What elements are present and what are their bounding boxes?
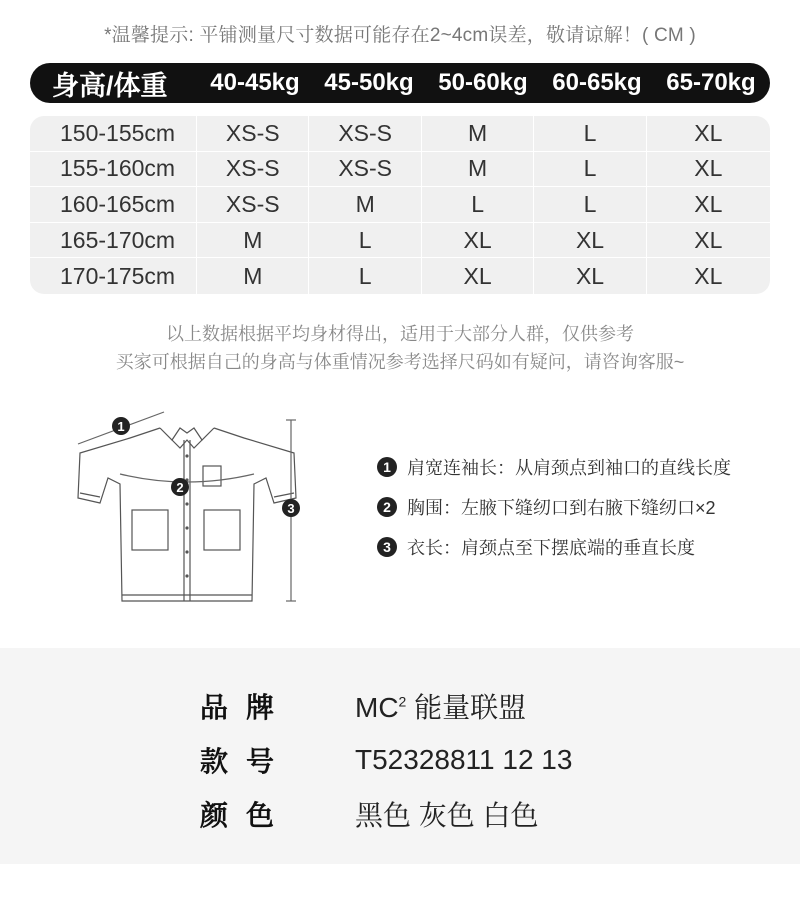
row-height-label: 165-170cm xyxy=(60,226,176,253)
header-weight-col: 45-50kg xyxy=(324,69,414,96)
header-weight-col: 50-60kg xyxy=(438,69,528,96)
legend-label: 肩宽连袖长：从肩颈点到袖口的直线长度 xyxy=(407,458,731,478)
table-row xyxy=(30,116,770,152)
row-height-label: 160-165cm xyxy=(60,190,176,217)
size-cell: XS-S xyxy=(196,152,308,187)
size-cell: L xyxy=(533,152,645,187)
diagram-marker-3 xyxy=(282,499,300,517)
size-cell: XL xyxy=(646,152,770,187)
model-value: T52328811 12 13 xyxy=(355,744,573,775)
size-cell: M xyxy=(196,223,308,258)
diagram-marker-2 xyxy=(171,478,189,496)
header-weight-col: 65-70kg xyxy=(666,69,756,96)
size-cell: XL xyxy=(646,116,770,151)
size-cell: L xyxy=(308,223,420,258)
size-table-header xyxy=(30,63,770,103)
color-value: 黑色 灰色 白色 xyxy=(355,800,539,831)
svg-text:2: 2 xyxy=(176,480,184,495)
size-notice: *温馨提示: 平铺测量尺寸数据可能存在2~4cm误差，敬请谅解！( CM ) xyxy=(104,25,696,46)
size-cell: XL xyxy=(646,187,770,222)
size-cell: L xyxy=(308,258,420,294)
legend-number: 2 xyxy=(377,497,397,517)
table-row xyxy=(30,258,770,294)
size-cell: XL xyxy=(533,223,645,258)
header-weight-col: 60-65kg xyxy=(552,69,642,96)
size-note: 买家可根据自己的身高与体重情况参考选择尺码如有疑问，请咨询客服~ xyxy=(115,352,685,372)
size-cell: XL xyxy=(533,258,645,294)
table-row xyxy=(30,187,770,223)
row-height-label: 155-160cm xyxy=(60,155,176,182)
legend-number: 3 xyxy=(377,537,397,557)
svg-text:1: 1 xyxy=(117,419,125,434)
color-row xyxy=(200,794,539,834)
size-cell: XL xyxy=(421,223,533,258)
row-height-label: 170-175cm xyxy=(60,262,176,289)
model-row xyxy=(200,740,572,780)
diagram-marker-1 xyxy=(112,417,130,435)
size-note: 以上数据根据平均身材得出，适用于大部分人群，仅供参考 xyxy=(166,324,634,344)
size-cell: XL xyxy=(646,258,770,294)
header-corner-label: 身高/体重 xyxy=(52,70,168,101)
size-cell: M xyxy=(421,152,533,187)
size-cell: XL xyxy=(421,258,533,294)
color-label: 颜色 xyxy=(200,800,293,831)
size-table xyxy=(30,116,770,294)
table-row xyxy=(30,223,770,259)
size-cell: M xyxy=(196,258,308,294)
brand-row xyxy=(200,686,526,726)
header-weight-col: 40-45kg xyxy=(210,69,300,96)
size-cell: XS-S xyxy=(196,116,308,151)
brand-label: 品牌 xyxy=(200,692,293,723)
legend-item xyxy=(377,494,716,520)
size-cell: XS-S xyxy=(196,187,308,222)
size-cell: XL xyxy=(646,223,770,258)
row-height-label: 150-155cm xyxy=(60,119,176,146)
size-cell: M xyxy=(308,187,420,222)
size-cell: L xyxy=(533,187,645,222)
svg-text:3: 3 xyxy=(287,501,295,516)
size-cell: M xyxy=(421,116,533,151)
legend-label: 胸围：左腋下缝纫口到右腋下缝纫口×2 xyxy=(407,498,716,518)
garment-diagram xyxy=(60,398,320,613)
table-row xyxy=(30,152,770,188)
legend-number: 1 xyxy=(377,457,397,477)
legend-item xyxy=(377,534,695,560)
legend-label: 衣长：肩颈点至下摆底端的垂直长度 xyxy=(407,538,695,558)
brand-value: $MC^2$ 能量联盟 xyxy=(355,692,527,723)
model-label: 款号 xyxy=(200,746,293,777)
size-cell: XS-S xyxy=(308,152,420,187)
size-cell: L xyxy=(533,116,645,151)
size-cell: L xyxy=(421,187,533,222)
legend-item xyxy=(377,454,731,480)
product-info-panel xyxy=(0,648,800,864)
size-cell: XS-S xyxy=(308,116,420,151)
